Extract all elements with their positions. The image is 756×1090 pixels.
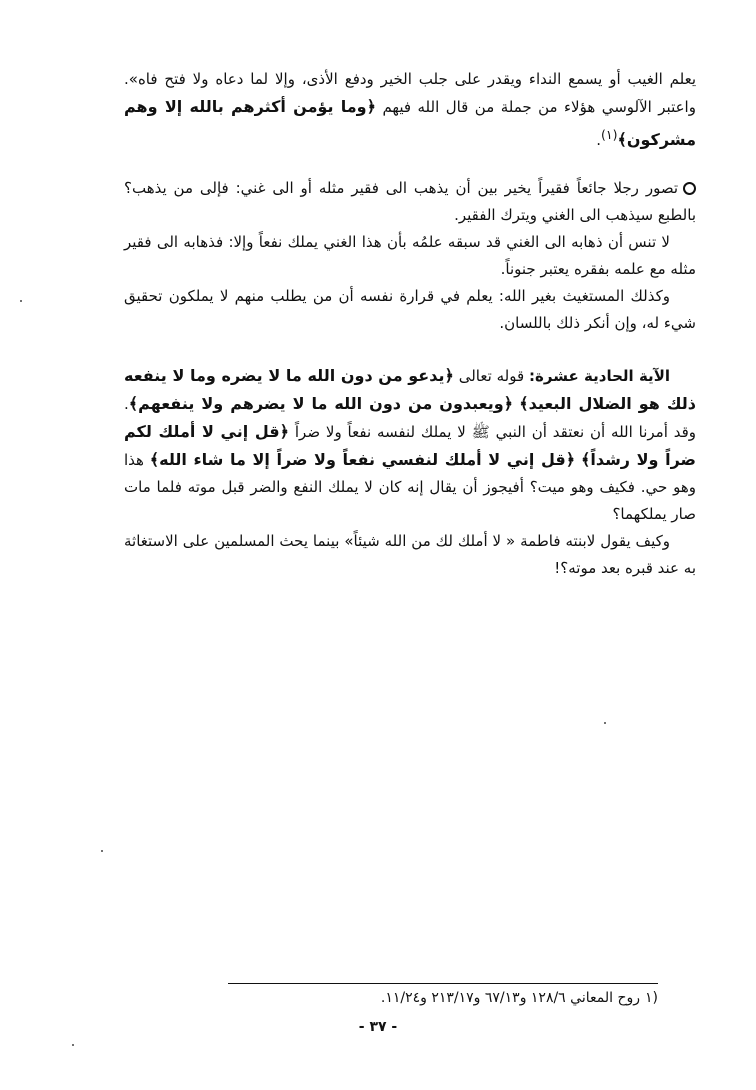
footnote-number: ١)	[645, 990, 658, 1006]
quran-verse: ﴿ويعبدون من دون الله ما لا يضرهم ولا ينفعهم﴾	[128, 394, 514, 413]
circle-bullet-icon	[683, 182, 696, 195]
text-line: فيهم	[382, 98, 412, 116]
paragraph-text: وكذلك المستغيث بغير الله: يعلم في قرارة نفسه أن من يطلب منهم لا يملكون تحقيق شيء له، وإن أنكر ذلك باللسان.	[124, 287, 696, 332]
scan-speck	[101, 850, 103, 852]
scan-speck	[604, 722, 606, 724]
paragraph	[124, 283, 696, 337]
paragraph-text: وكيف يقول لابنته فاطمة « لا أملك لك من الله شيئاً» بينما يحث المسلمين على الاستغاثة به عند قبره بعد موته؟!	[124, 532, 696, 577]
paragraph	[124, 362, 696, 528]
scan-speck	[72, 1044, 74, 1046]
paragraph	[124, 66, 696, 154]
text-line: لما دعاه ولا فتح فاه». واعتبر الآلوسي هؤلاء من جملة من قال الله	[124, 70, 696, 116]
hungry-man-example	[124, 175, 696, 337]
scan-speck	[20, 300, 22, 302]
text-line: يعلم الغيب أو يسمع النداء ويقدر على جلب الخير ودفع الأذى، وإلا	[275, 70, 696, 88]
footnote-divider	[228, 983, 658, 984]
quran-verse: ﴿قل إني لا أملك لنفسي نفعاً ولا ضراً إلا ما شاء الله﴾	[149, 450, 576, 469]
paragraph	[124, 229, 696, 283]
quran-verse: ﴿قل إني لا أملك لكم ضراً ولا رشداً﴾	[124, 422, 696, 469]
quran-verse: ﴿وما يؤمن أكثرهم بالله إلا وهم مشركون﴾	[124, 97, 696, 149]
quran-verse: ﴿يدعو من دون الله ما لا يضره وما لا ينفعه ذلك هو الضلال البعيد﴾	[124, 366, 696, 413]
paragraph	[124, 528, 696, 582]
paragraph-text: لا تنس أن ذهابه الى الغني قد سبقه علمُه بأن هذا الغني يملك نفعاً وإلا: فذهابه الى فقير مثله مع علمه بفقره يعتبر جنوناً.	[124, 233, 696, 278]
paragraph-text: هذا وهو حي. فكيف وهو ميت؟ أفيجوز أن يقال إنه كان لا يملك النفع والضر قبل موته فلما مات صار يملكهما؟	[124, 451, 696, 523]
paragraph-text: تصور رجلا جائعاً فقيراً يخير بين أن يذهب الى فقير مثله أو الى غني: فإلى من يذهب؟ بالطبع سيذهب الى الغني ويترك الفقير.	[124, 179, 696, 224]
eleventh-verse-section	[124, 362, 696, 582]
footnote-ref: (١)	[600, 127, 618, 142]
paragraph-text: . وقد أمرنا الله أن نعتقد أن النبي ﷺ لا يملك لنفسه نفعاً ولا ضراً	[124, 395, 696, 441]
opening-paragraph	[124, 66, 696, 154]
paragraph	[124, 175, 696, 229]
section-heading: الآية الحادية عشرة:	[529, 367, 670, 385]
footnote-text: روح المعاني ١٢٨/٦ و٦٧/١٣ و٢١٣/١٧ و١١/٢٤.	[380, 990, 640, 1006]
text-line: .	[596, 131, 601, 149]
page-number: - ٣٧ -	[358, 1019, 398, 1035]
paragraph-text: قوله تعالى	[458, 367, 525, 385]
